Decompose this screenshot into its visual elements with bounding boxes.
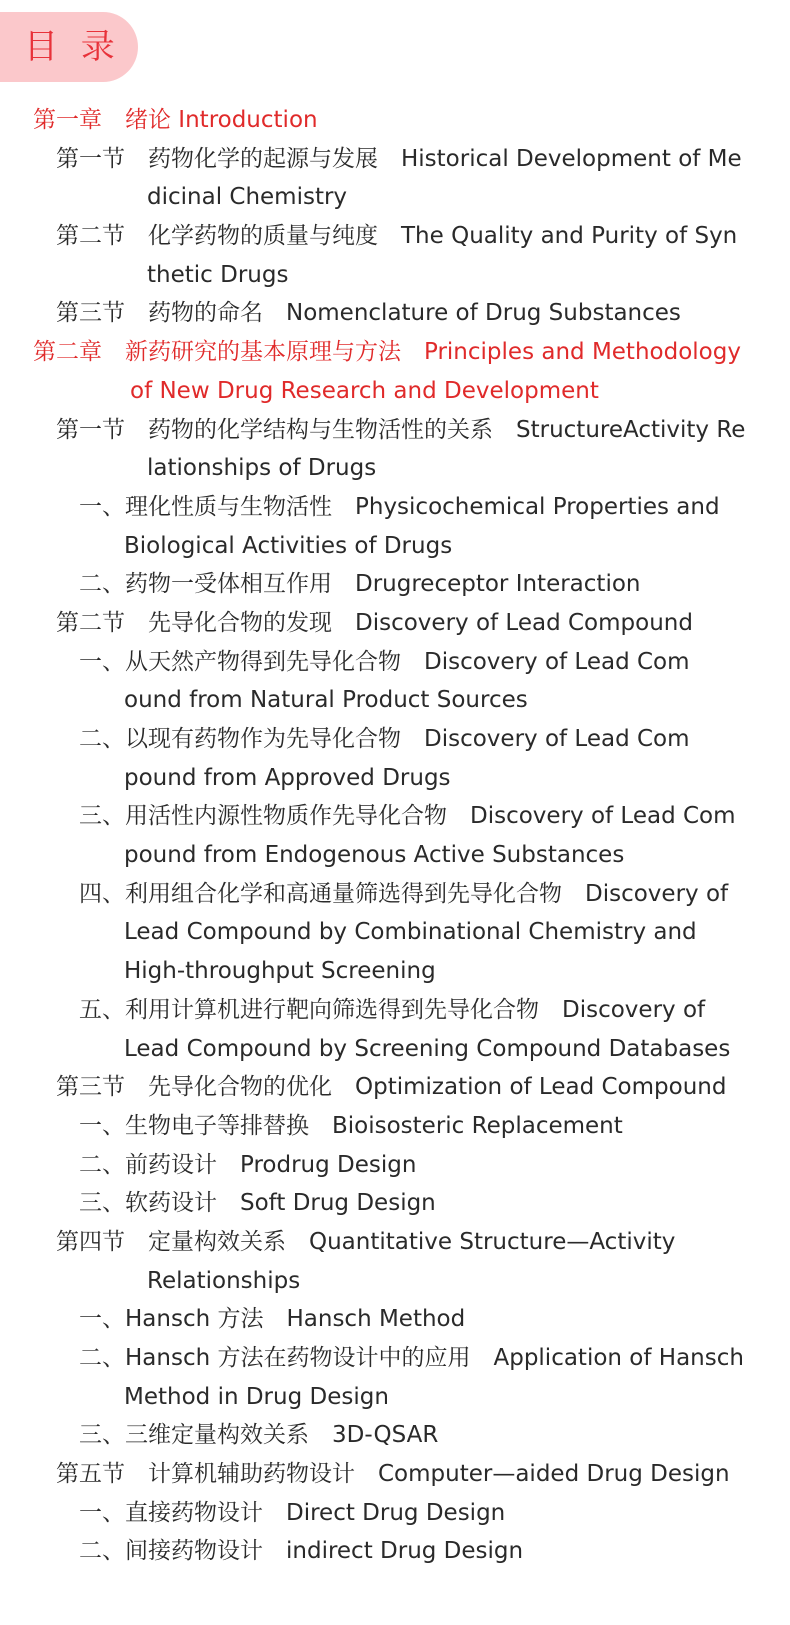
toc-item-entry[interactable] bbox=[0, 875, 790, 991]
toc-entry-line: 三、三维定量构效关系 3D-QSAR bbox=[79, 1422, 439, 1449]
toc-item-entry[interactable] bbox=[0, 1339, 790, 1416]
toc-item-entry[interactable] bbox=[0, 1146, 790, 1185]
toc-entry-line: 五、利用计算机进行靶向筛选得到先导化合物 Discovery of bbox=[79, 996, 706, 1023]
toc-section-entry[interactable] bbox=[0, 1455, 790, 1494]
toc-entry-line: 三、软药设计 Soft Drug Design bbox=[79, 1190, 436, 1217]
toc-entry-line: lationships of Drugs bbox=[147, 455, 377, 482]
toc-entry-line: thetic Drugs bbox=[147, 261, 289, 288]
toc-entry-line: ound from Natural Product Sources bbox=[124, 687, 528, 714]
toc-entry-line: 二、药物一受体相互作用 Drugreceptor Interaction bbox=[79, 571, 641, 598]
toc-entry-line: 一、理化性质与生物活性 Physicochemical Properties and bbox=[79, 493, 720, 520]
toc-entry-line: 第一章 绪论 Introduction bbox=[33, 107, 318, 133]
toc-entry-line: Relationships bbox=[147, 1267, 301, 1294]
toc-entry-line: Biological Activities of Drugs bbox=[124, 532, 453, 559]
toc-entry-line: pound from Approved Drugs bbox=[124, 764, 451, 791]
toc-title-badge: 目 录 bbox=[0, 12, 138, 82]
toc-item-entry[interactable] bbox=[0, 797, 790, 874]
toc-entry-line: 二、Hansch 方法在药物设计中的应用 Application of Hansch bbox=[79, 1345, 744, 1371]
toc-entry-line: 一、生物电子等排替换 Bioisosteric Replacement bbox=[79, 1112, 623, 1139]
table-of-contents bbox=[0, 101, 790, 1571]
toc-entry-line: 第二章 新药研究的基本原理与方法 Principles and Methodology bbox=[33, 339, 741, 366]
toc-section-entry[interactable] bbox=[0, 411, 790, 488]
toc-chapter-entry[interactable] bbox=[0, 333, 790, 410]
toc-section-entry[interactable] bbox=[0, 1223, 790, 1300]
toc-item-entry[interactable] bbox=[0, 1107, 790, 1146]
toc-entry-line: 一、直接药物设计 Direct Drug Design bbox=[79, 1499, 506, 1526]
toc-entry-line: 第二节 化学药物的质量与纯度 The Quality and Purity of Syn bbox=[56, 223, 738, 250]
toc-entry-line: of New Drug Research and Development bbox=[130, 377, 599, 404]
toc-entry-line: 第二节 先导化合物的发现 Discovery of Lead Compound bbox=[56, 609, 693, 636]
toc-entry-line: High-throughput Screening bbox=[124, 958, 436, 985]
toc-item-entry[interactable] bbox=[0, 1416, 790, 1455]
toc-entry-line: 二、间接药物设计 indirect Drug Design bbox=[79, 1538, 524, 1565]
toc-entry-line: 第一节 药物的化学结构与生物活性的关系 StructureActivity Re bbox=[56, 416, 746, 443]
toc-entry-line: 第一节 药物化学的起源与发展 Historical Development of Me bbox=[56, 145, 742, 172]
toc-entry-line: 第四节 定量构效关系 Quantitative Structure—Activity bbox=[56, 1228, 676, 1255]
toc-entry-line: Lead Compound by Screening Compound Databases bbox=[124, 1035, 731, 1062]
toc-entry-line: 第三节 先导化合物的优化 Optimization of Lead Compound bbox=[56, 1074, 727, 1101]
toc-item-entry[interactable] bbox=[0, 1184, 790, 1223]
toc-entry-line: 第五节 计算机辅助药物设计 Computer—aided Drug Design bbox=[56, 1461, 730, 1488]
toc-entry-line: 一、Hansch 方法 Hansch Method bbox=[79, 1306, 466, 1333]
toc-section-entry[interactable] bbox=[0, 604, 790, 643]
toc-item-entry[interactable] bbox=[0, 1494, 790, 1533]
toc-section-entry[interactable] bbox=[0, 294, 790, 333]
toc-section-entry[interactable] bbox=[0, 217, 790, 294]
toc-chapter-entry[interactable] bbox=[0, 101, 790, 140]
toc-entry-line: dicinal Chemistry bbox=[147, 184, 348, 211]
toc-item-entry[interactable] bbox=[0, 643, 790, 720]
toc-item-entry[interactable] bbox=[0, 1532, 790, 1571]
toc-entry-line: 第三节 药物的命名 Nomenclature of Drug Substances bbox=[56, 300, 681, 327]
toc-entry-line: Lead Compound by Combinational Chemistry and bbox=[124, 919, 697, 946]
toc-entry-line: 二、前药设计 Prodrug Design bbox=[79, 1151, 417, 1178]
toc-entry-line: 二、以现有药物作为先导化合物 Discovery of Lead Com bbox=[79, 726, 690, 752]
toc-item-entry[interactable] bbox=[0, 1300, 790, 1339]
toc-entry-line: 一、从天然产物得到先导化合物 Discovery of Lead Com bbox=[79, 648, 690, 675]
toc-entry-line: pound from Endogenous Active Substances bbox=[124, 842, 625, 869]
toc-section-entry[interactable] bbox=[0, 1068, 790, 1107]
toc-section-entry[interactable] bbox=[0, 140, 790, 217]
toc-item-entry[interactable] bbox=[0, 488, 790, 565]
toc-item-entry[interactable] bbox=[0, 720, 790, 797]
toc-entry-line: 四、利用组合化学和高通量筛选得到先导化合物 Discovery of bbox=[79, 880, 729, 907]
toc-item-entry[interactable] bbox=[0, 565, 790, 604]
toc-entry-line: Method in Drug Design bbox=[124, 1383, 389, 1410]
toc-item-entry[interactable] bbox=[0, 991, 790, 1068]
toc-entry-line: 三、用活性内源性物质作先导化合物 Discovery of Lead Com bbox=[79, 803, 736, 830]
